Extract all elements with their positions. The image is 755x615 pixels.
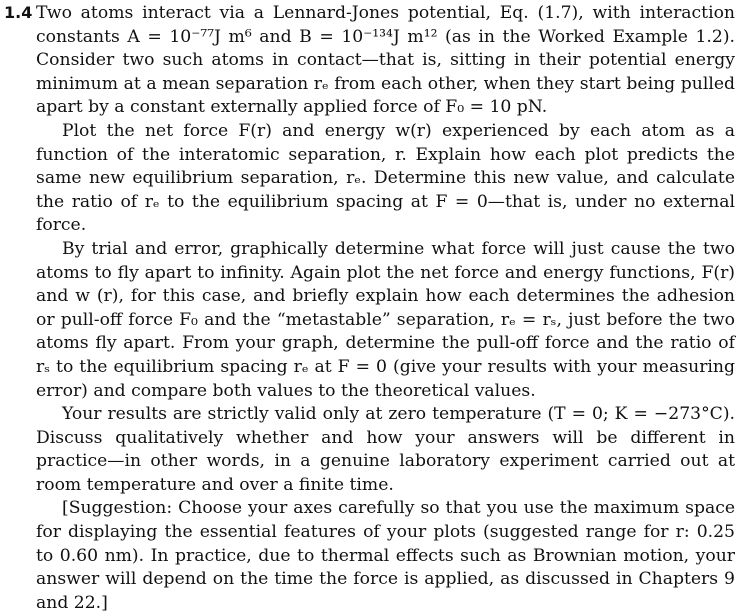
- paragraph-temperature: Your results are strictly valid only at zero temperature (T = 0; K = −273°C). Discuss qualitatively whether and how your answers will be different in practice—in other words, in a genuine laboratory experiment carried out at room temperature and over a finite time.: [36, 404, 735, 495]
- paragraph-suggestion: [Suggestion: Choose your axes carefully so that you use the maximum space for displaying the essential features of your plots (suggested range for r: 0.25 to 0.60 nm). In practice, due to thermal effects such as Brownian motion, your answer will depend on the time the force is applied, as discussed in Chapters 9 and 22.]: [36, 498, 735, 613]
- paragraph-plot-net-force: Plot the net force F(r) and energy w(r) experienced by each atom as a function of the interatomic separation, r. Explain how each plot predicts the same new equilibrium separation, rₑ. Determine this new value, and calculate the ratio of rₑ to the equilibrium spacing at F = 0—that is, under no external force.: [36, 120, 735, 236]
- paragraph-pull-off-force: By trial and error, graphically determine what force will just cause the two atoms to fly apart to infinity. Again plot the net force and energy functions, F(r) and w (r), for this case, and briefly explain how each determines the adhesion or pull-off force F₀ and the “metastable” separation, rₑ = rₛ, just before the two atoms fly apart. From your graph, determine the pull-off force and the ratio of rₛ to the equilibrium spacing rₑ at F = 0 (give your results with your measuring error) and compare both values to the theoretical values.: [36, 238, 735, 401]
- problem-body-first: [36, 2, 745, 120]
- problem-body-rest: [36, 120, 745, 615]
- problem-first-row: [0, 0, 745, 120]
- paragraph-setup: Two atoms interact via a Lennard-Jones potential, Eq. (1.7), with interaction constants A = 10⁻⁷⁷J m⁶ and B = 10⁻¹³⁴J m¹² (as in the Worked Example 1.2). Consider two such atoms in contact—that is, sitting in their potential energy minimum at a mean separation rₑ from each other, when they start being pulled apart by a constant externally applied force of F₀ = 10 pN.: [36, 3, 735, 118]
- problem-number: 1.4: [4, 3, 33, 22]
